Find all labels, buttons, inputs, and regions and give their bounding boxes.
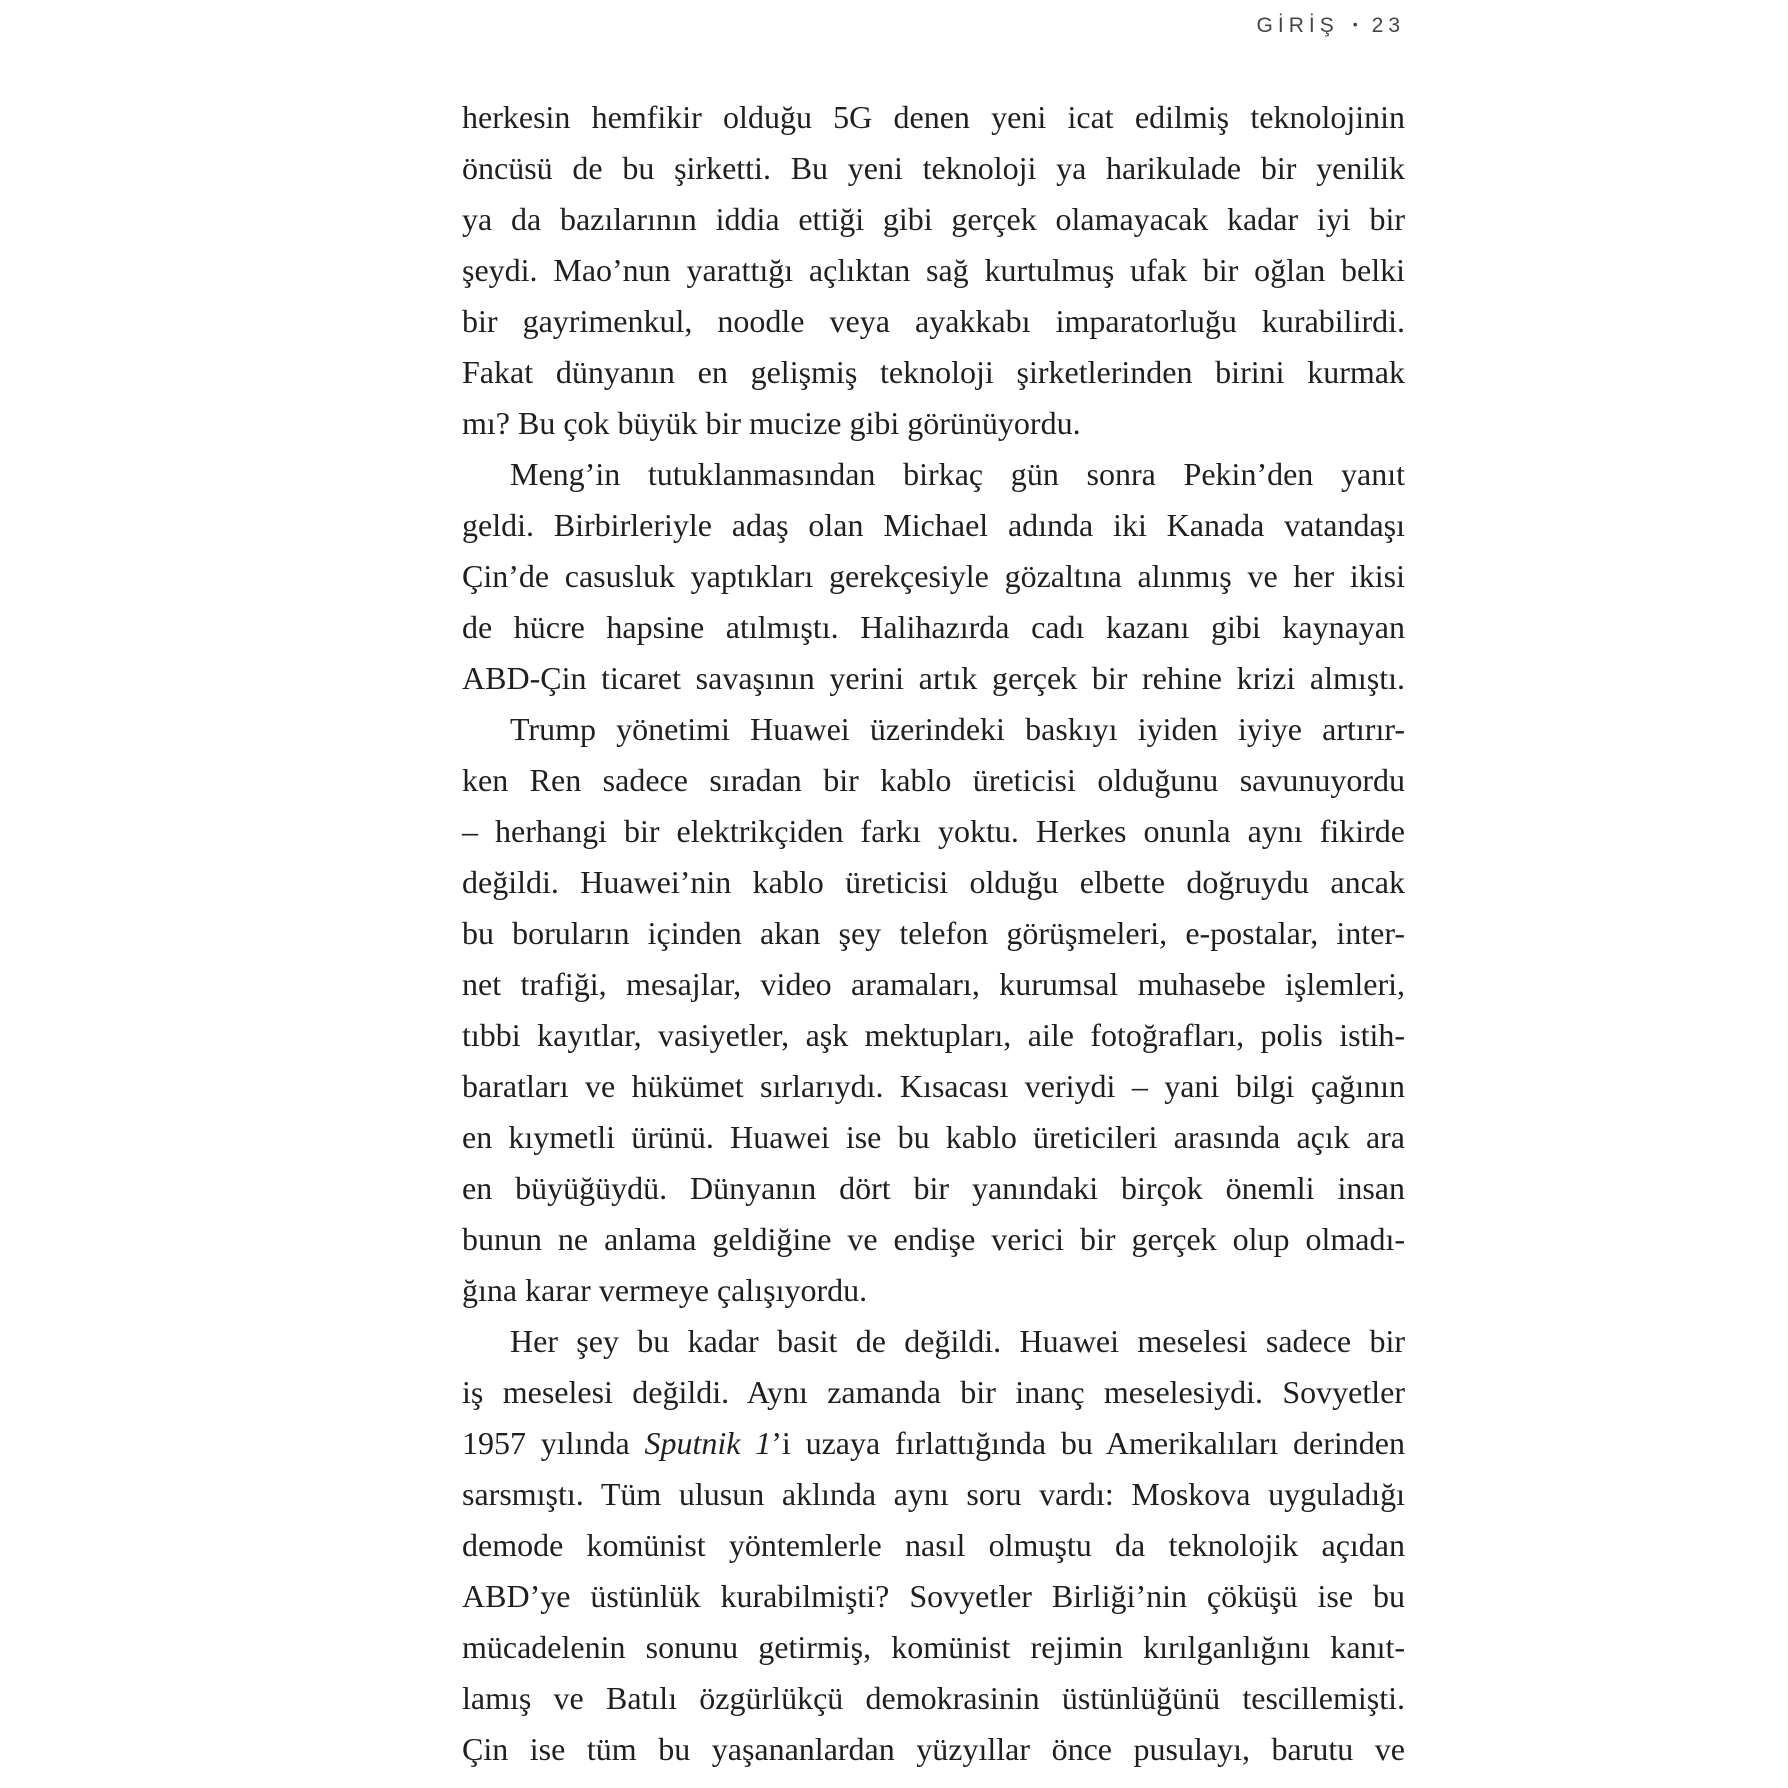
text-line: en kıymetli ürünü. Huawei ise bu kablo üreticileri arasında açık ara: [462, 1119, 1405, 1155]
text-line: Fakat dünyanın en gelişmiş teknoloji şirketlerinden birini kurmak: [462, 354, 1405, 390]
text-line: sarsmıştı. Tüm ulusun aklında aynı soru vardı: Moskova uyguladığı: [462, 1476, 1405, 1512]
text-line: Çin’de casusluk yaptıkları gerekçesiyle gözaltına alınmış ve her ikisi: [462, 558, 1405, 594]
body-text: [462, 92, 1405, 1775]
text-line: Trump yönetimi Huawei üzerindeki baskıyı iyiden iyiye artırır-: [510, 711, 1405, 747]
text-line: ya da bazılarının iddia ettiği gibi gerçek olamayacak kadar iyi bir: [462, 201, 1405, 237]
text-line: mı? Bu çok büyük bir mucize gibi görünüyordu.: [462, 405, 1081, 441]
text-line: iş meselesi değildi. Aynı zamanda bir inanç meselesiydi. Sovyetler: [462, 1374, 1405, 1410]
text-line: de hücre hapsine atılmıştı. Halihazırda cadı kazanı gibi kaynayan: [462, 609, 1405, 645]
text-line: tıbbi kayıtlar, vasiyetler, aşk mektupları, aile fotoğrafları, polis istih-: [462, 1017, 1405, 1053]
text-line: net trafiği, mesajlar, video aramaları, kurumsal muhasebe işlemleri,: [462, 966, 1405, 1002]
text-line: bu boruların içinden akan şey telefon görüşmeleri, e-postalar, inter-: [462, 915, 1405, 951]
text-line: mücadelenin sonunu getirmiş, komünist rejimin kırılganlığını kanıt-: [462, 1629, 1405, 1665]
text-line: ABD’ye üstünlük kurabilmişti? Sovyetler Birliği’nin çöküşü ise bu: [462, 1578, 1405, 1614]
text-line: demode komünist yöntemlerle nasıl olmuştu da teknolojik açıdan: [462, 1527, 1405, 1563]
text-line: öncüsü de bu şirketti. Bu yeni teknoloji ya harikulade bir yenilik: [462, 150, 1405, 186]
text-line: ABD-Çin ticaret savaşının yerini artık gerçek bir rehine krizi almıştı.: [462, 660, 1405, 696]
text-line: geldi. Birbirleriyle adaş olan Michael adında iki Kanada vatandaşı: [462, 507, 1405, 543]
header-separator-dot: •: [1352, 16, 1358, 32]
text-line: herkesin hemfikir olduğu 5G denen yeni icat edilmiş teknolojinin: [462, 99, 1405, 135]
text-line: en büyüğüydü. Dünyanın dört bir yanındaki birçok önemli insan: [462, 1170, 1405, 1206]
page-number: 23: [1371, 14, 1405, 37]
text-line: değildi. Huawei’nin kablo üreticisi olduğu elbette doğruydu ancak: [462, 864, 1405, 900]
text-line: ğına karar vermeye çalışıyordu.: [462, 1272, 868, 1308]
text-line: Çin ise tüm bu yaşananlardan yüzyıllar önce pusulayı, barutu ve: [462, 1731, 1405, 1767]
text-line: Meng’in tutuklanmasından birkaç gün sonra Pekin’den yanıt: [510, 456, 1405, 492]
text-line: ken Ren sadece sıradan bir kablo üreticisi olduğunu savunuyordu: [462, 762, 1405, 798]
text-line: lamış ve Batılı özgürlükçü demokrasinin üstünlüğünü tescillemişti.: [462, 1680, 1405, 1716]
text-line: – herhangi bir elektrikçiden farkı yoktu. Herkes onunla aynı fikirde: [462, 813, 1405, 849]
text-line: Her şey bu kadar basit de değildi. Huawei meselesi sadece bir: [510, 1323, 1405, 1359]
section-title: GİRİŞ: [1256, 14, 1339, 37]
running-head: [462, 14, 1405, 38]
text-line: bunun ne anlama geldiğine ve endişe verici bir gerçek olup olmadı-: [462, 1221, 1405, 1257]
text-line: şeydi. Mao’nun yarattığı açlıktan sağ kurtulmuş ufak bir oğlan belki: [462, 252, 1405, 288]
text-line: bir gayrimenkul, noodle veya ayakkabı imparatorluğu kurabilirdi.: [462, 303, 1405, 339]
text-line: 1957 yılında Sputnik 1’i uzaya fırlattığında bu Amerikalıları derinden: [462, 1425, 1406, 1461]
text-line: baratları ve hükümet sırlarıydı. Kısacası veriydi – yani bilgi çağının: [462, 1068, 1405, 1104]
